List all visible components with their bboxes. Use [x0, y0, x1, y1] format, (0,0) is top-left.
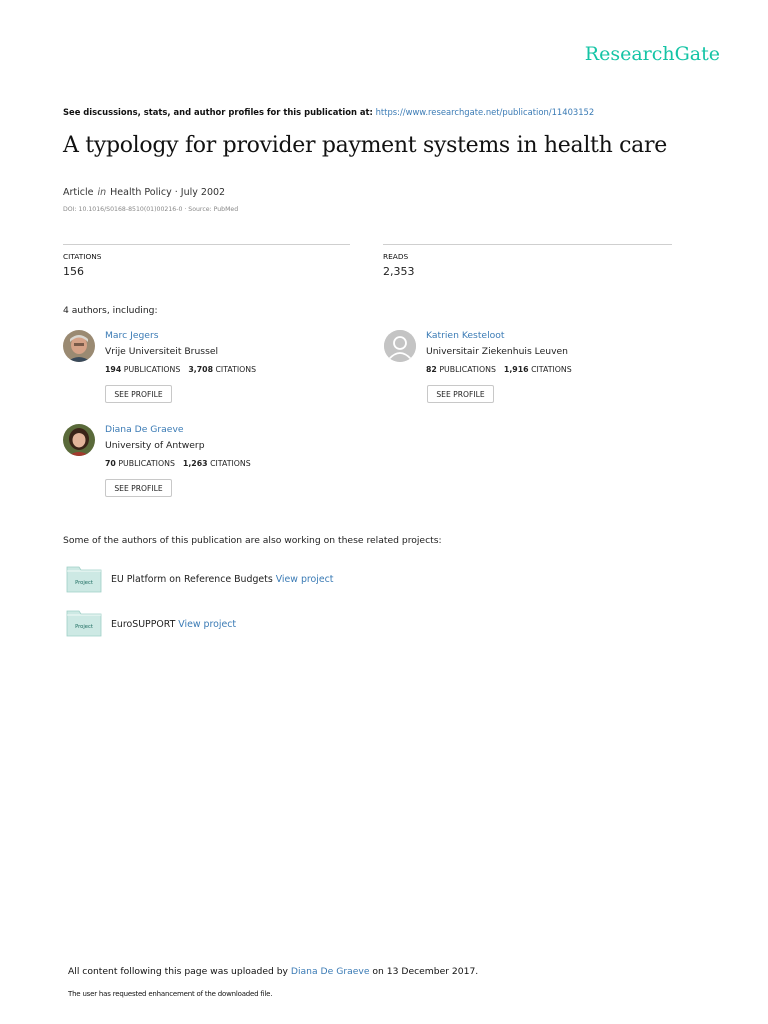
author-institution[interactable]: Vrije Universiteit Brussel	[105, 346, 219, 357]
citations-label: CITATIONS	[531, 365, 572, 374]
citations-count: 3,708	[188, 365, 213, 374]
project-folder-icon	[66, 565, 102, 593]
researchgate-logo[interactable]: ResearchGate	[584, 43, 720, 65]
project-icon	[66, 609, 102, 641]
author-name-diana-de-graeve[interactable]: Diana De Graeve	[105, 424, 184, 435]
date-separator: ·	[174, 187, 178, 198]
citations-count: 1,916	[503, 365, 529, 374]
project-icon	[66, 565, 102, 597]
author-institution[interactable]: University of Antwerp	[105, 440, 205, 451]
project-icon-label: Project	[75, 624, 93, 630]
project-icon-label: Project	[75, 580, 93, 586]
citations-value: 156	[63, 265, 84, 278]
article-type: Article	[63, 187, 94, 198]
author-stats	[426, 365, 572, 374]
article-meta-line	[63, 187, 225, 198]
see-profile-button[interactable]: SEE PROFILE	[427, 385, 494, 403]
reads-value: 2,353	[383, 265, 415, 278]
author-stats	[105, 365, 256, 374]
author-stats	[105, 459, 251, 468]
avatar-marc-jegers[interactable]	[63, 330, 95, 362]
authors-heading: 4 authors, including:	[63, 305, 158, 316]
reads-label: READS	[383, 252, 409, 261]
avatar-photo-icon	[63, 330, 95, 362]
author-name-marc-jegers[interactable]: Marc Jegers	[105, 330, 159, 341]
see-profile-button[interactable]: SEE PROFILE	[105, 385, 172, 403]
publications-count: 82	[426, 365, 437, 374]
author-institution[interactable]: Universitair Ziekenhuis Leuven	[426, 346, 569, 357]
publications-label: PUBLICATIONS	[118, 459, 175, 468]
uploader-link[interactable]: Diana De Graeve	[290, 966, 370, 977]
project-name: EU Platform on Reference Budgets	[111, 574, 273, 585]
citations-label: CITATIONS	[210, 459, 251, 468]
related-projects-heading: Some of the authors of this publication are also working on these related projects:	[63, 535, 442, 546]
view-project-link[interactable]: View project	[275, 574, 334, 585]
avatar-photo-icon	[63, 424, 95, 456]
upload-suffix: on 13 December 2017.	[372, 966, 479, 977]
publications-count: 70	[105, 459, 116, 468]
project-item	[111, 619, 236, 630]
article-in: in	[97, 187, 107, 198]
paper-title: A typology for provider payment systems in health care	[63, 133, 667, 158]
project-item	[111, 574, 333, 585]
journal-name[interactable]: Health Policy	[110, 187, 172, 198]
project-folder-icon	[66, 609, 102, 637]
doi-line: DOI: 10.1016/S0168-8510(01)00216-0 · Source: PubMed	[63, 206, 239, 213]
upload-prefix: All content following this page was uploaded by	[68, 966, 288, 977]
publications-label: PUBLICATIONS	[123, 365, 181, 374]
upload-notice	[68, 966, 478, 977]
citations-label: CITATIONS	[215, 365, 257, 374]
project-name: EuroSUPPORT	[111, 619, 176, 630]
author-name-katrien-kesteloot[interactable]: Katrien Kesteloot	[426, 330, 505, 341]
citations-count: 1,263	[182, 459, 208, 468]
avatar-diana-de-graeve[interactable]	[63, 424, 95, 456]
citations-divider	[63, 244, 350, 245]
reads-divider	[383, 244, 672, 245]
view-project-link[interactable]: View project	[178, 619, 237, 630]
publication-url-link[interactable]: https://www.researchgate.net/publication/11403152	[375, 107, 595, 117]
avatar-katrien-kesteloot[interactable]	[384, 330, 416, 362]
see-discussions-line	[63, 107, 594, 117]
see-discussions-text: See discussions, stats, and author profiles for this publication at:	[63, 107, 373, 117]
publications-count: 194	[105, 365, 122, 374]
default-user-icon	[384, 330, 416, 362]
citations-label: CITATIONS	[63, 252, 102, 261]
publications-label: PUBLICATIONS	[439, 365, 496, 374]
see-profile-button[interactable]: SEE PROFILE	[105, 479, 172, 497]
enhancement-note: The user has requested enhancement of the downloaded file.	[68, 990, 273, 998]
publication-date: July 2002	[180, 187, 226, 198]
